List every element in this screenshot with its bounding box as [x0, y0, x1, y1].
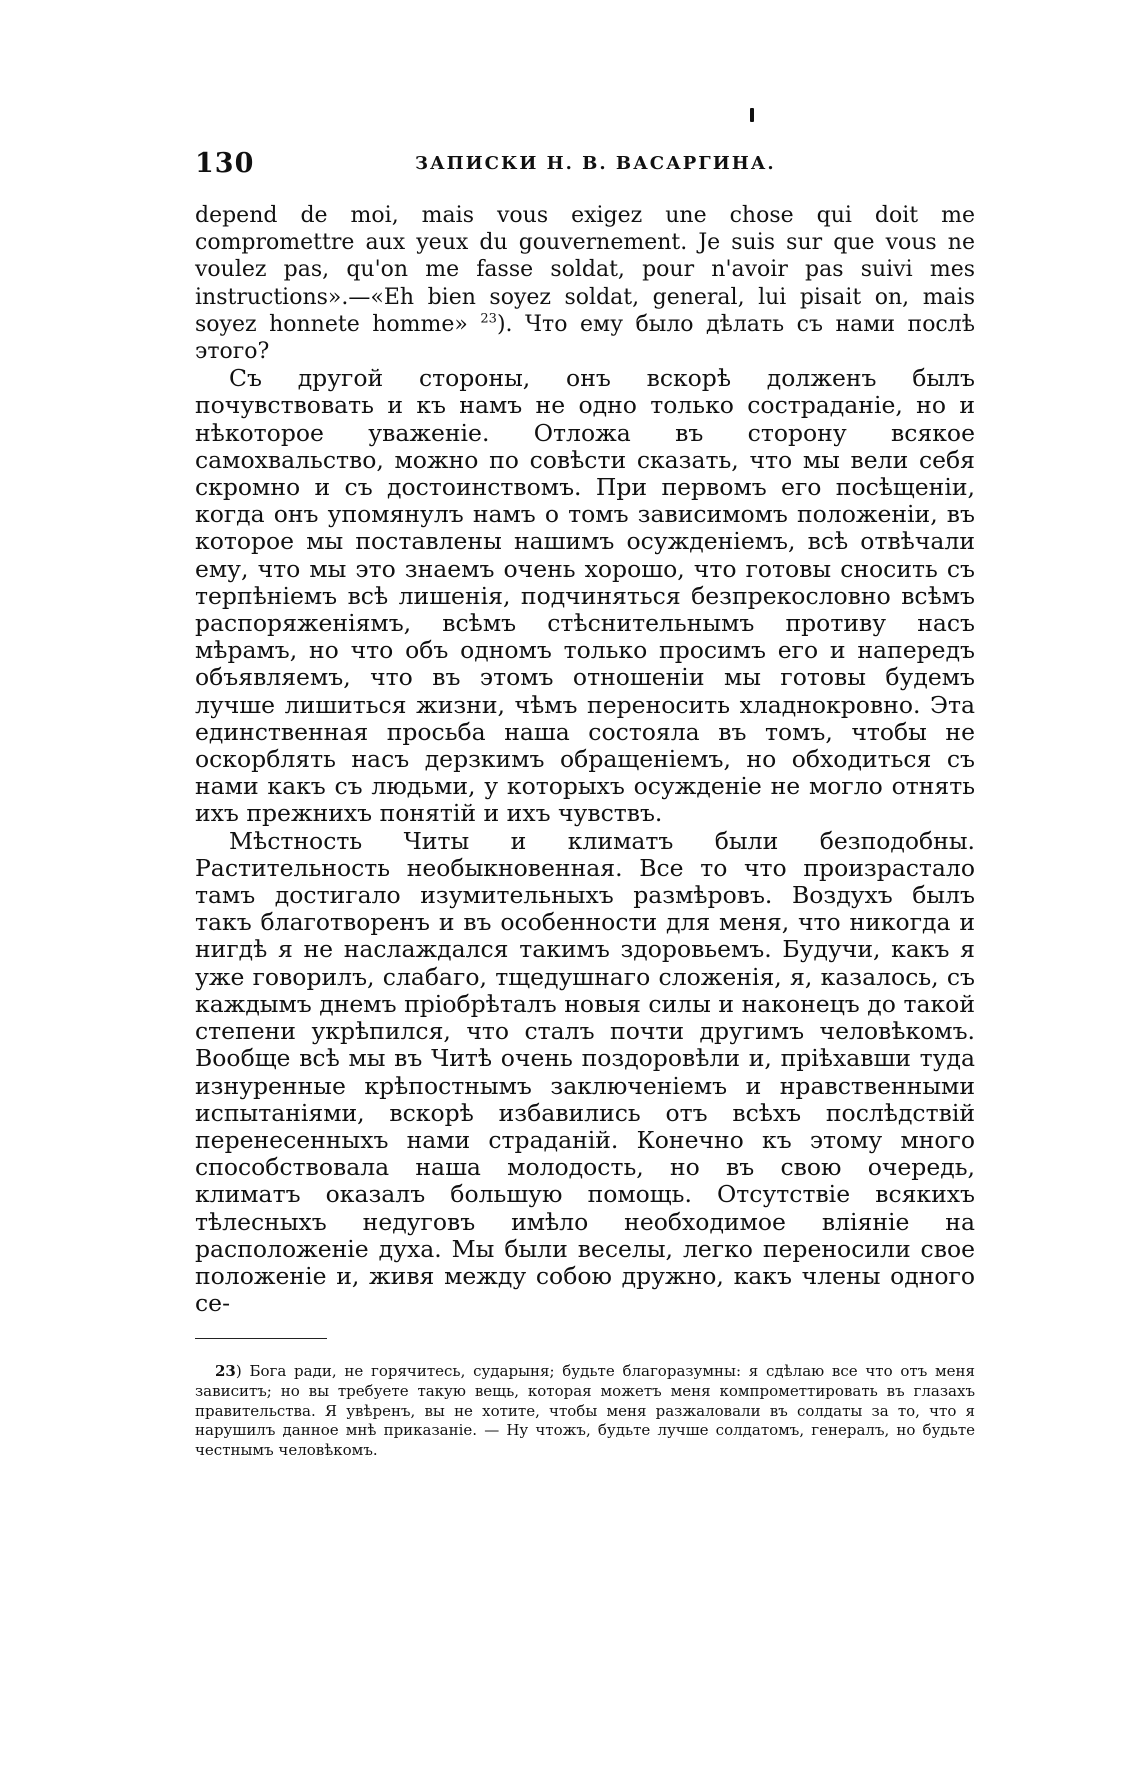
paragraph-tail: ). Что ему было дѣлать съ нами послѣ этого?	[195, 311, 975, 365]
book-page	[195, 0, 975, 1766]
footnote	[195, 1362, 975, 1461]
footnote-reference: 23	[480, 311, 497, 327]
footnotes	[195, 1362, 975, 1461]
paragraph-text: depend de moi, mais vous exigez une chose qui doit me compromettre aux yeux du gouvernement. Je suis sur que vous ne voulez pas, qu'on me fasse soldat, pour n'avoir pas suivi mes instructions».—«Eh bien soyez soldat, general, lui pisait on, mais soyez honnete homme»	[195, 203, 975, 337]
running-title: ЗАПИСКИ Н. В. ВАСАРГИНА.	[415, 153, 776, 174]
body-text	[195, 202, 975, 1317]
footnote-number: 23	[215, 1362, 236, 1380]
running-head	[195, 148, 975, 178]
print-speck	[750, 108, 754, 122]
footnote-divider	[195, 1338, 327, 1339]
paragraph: Мѣстность Читы и климатъ были безподобны. Растительность необыкновенная. Все то что произрастало тамъ достигало изумительныхъ размѣровъ. Воздухъ былъ такъ благотворенъ и въ особенности для меня, что никогда и нигдѣ я не наслаждался такимъ здоровьемъ. Будучи, какъ я уже говорилъ, слабаго, тщедушнаго сложенія, я, казалось, съ каждымъ днемъ пріобрѣталъ новыя силы и наконецъ до такой степени укрѣпился, что сталъ почти другимъ человѣкомъ. Вообще всѣ мы въ Читѣ очень поздоровѣли и, пріѣхавши туда изнуренные крѣпостнымъ заключеніемъ и нравственными испытаніями, вскорѣ избавились отъ всѣхъ послѣдствій перенесенныхъ нами страданій. Конечно къ этому много способствовала наша молодость, но въ свою очередь, климатъ оказалъ большую помощь. Отсутствіе всякихъ тѣлесныхъ недуговъ имѣло необходимое вліяніе на расположеніе духа. Мы были веселы, легко переносили свое положеніе и, живя между собою дружно, какъ члены одного се-	[195, 826, 975, 1318]
paragraph-continued	[195, 202, 975, 365]
footnote-text: ) Бога ради, не горячитесь, сударыня; будьте благоразумны: я сдѣлаю все что отъ меня зависитъ; но вы требуете такую вещь, которая можетъ меня компрометтировать въ глазахъ правительства. Я увѣренъ, вы не хотите, чтобы меня разжаловали въ солдаты за то, что я нарушилъ данное мнѣ приказаніе. — Ну чтожъ, будьте лучше солдатомъ, генералъ, но будьте честнымъ человѣкомъ.	[195, 1362, 975, 1460]
page-number: 130	[195, 148, 255, 179]
paragraph: Съ другой стороны, онъ вскорѣ долженъ былъ почувствовать и къ намъ не одно только состраданіе, но и нѣкоторое уваженіе. Отложа въ сторону всякое самохвальство, можно по совѣсти сказать, что мы вели себя скромно и съ достоинствомъ. При первомъ его посѣщеніи, когда онъ упомянулъ намъ о томъ зависимомъ положеніи, въ которое мы поставлены нашимъ осужденіемъ, всѣ отвѣчали ему, что мы это знаемъ очень хорошо, что готовы сносить съ терпѣніемъ всѣ лишенія, подчиняться безпрекословно всѣмъ распоряженіямъ, всѣмъ стѣснительнымъ противу насъ мѣрамъ, но что объ одномъ только просимъ его и напередъ объявляемъ, что въ этомъ отношеніи мы готовы будемъ лучше лишиться жизни, чѣмъ переносить хладнокровно. Эта единственная просьба наша состояла въ томъ, чтобы не оскорблять насъ дерзкимъ обращеніемъ, но обходиться съ нами какъ съ людьми, у которыхъ осужденіе не могло отнять ихъ прежнихъ понятій и ихъ чувствъ.	[195, 364, 975, 828]
